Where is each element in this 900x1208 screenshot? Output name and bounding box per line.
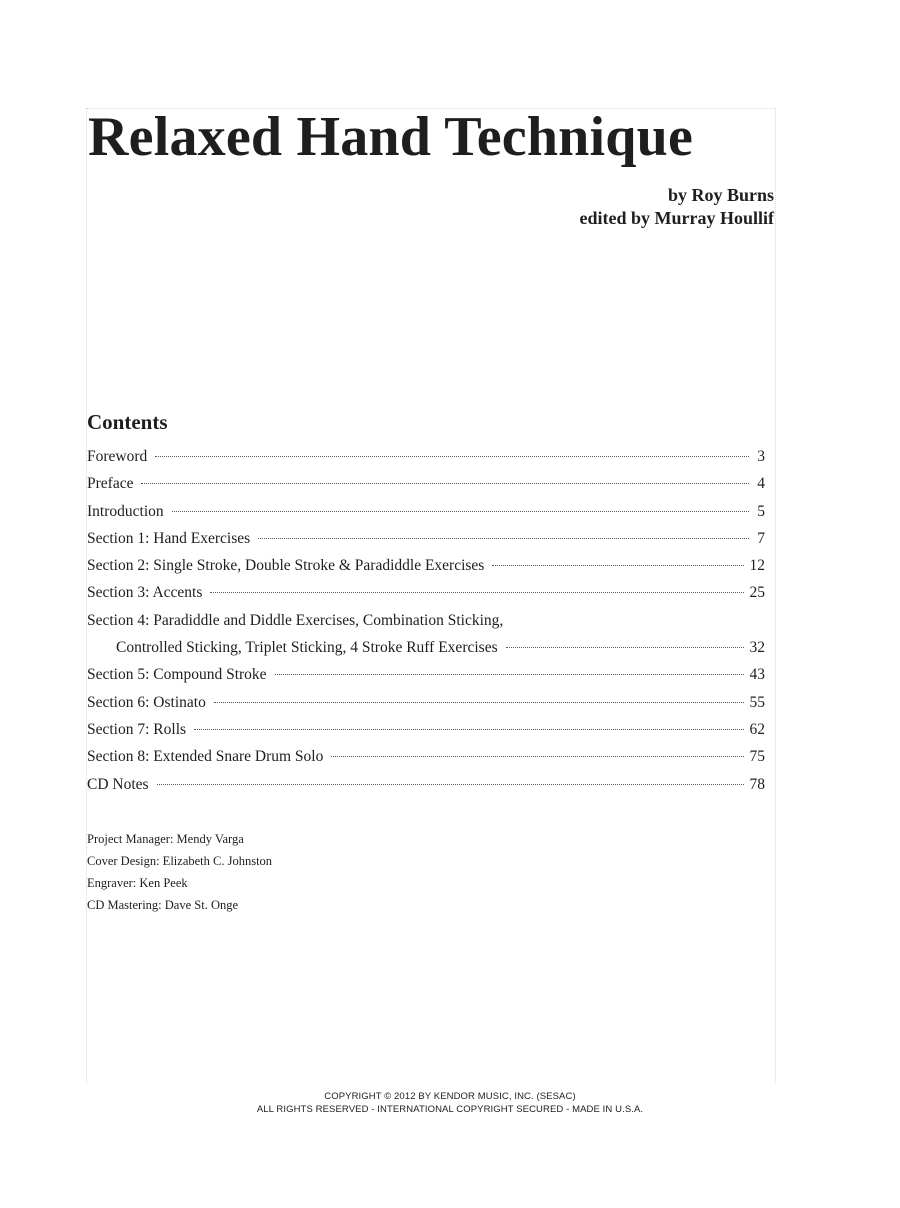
toc-entry-page: 25	[749, 584, 765, 602]
rights-line: ALL RIGHTS RESERVED - INTERNATIONAL COPYRIGHT SECURED - MADE IN U.S.A.	[256, 1104, 644, 1115]
dot-leader	[172, 511, 749, 512]
contents-heading: Contents	[87, 410, 168, 434]
toc-entry-label: Section 2: Single Stroke, Double Stroke & Paradiddle Exercises	[87, 557, 485, 575]
toc-entry-preface	[87, 475, 765, 502]
copyright-line: COPYRIGHT © 2012 BY KENDOR MUSIC, INC. (SESAC)	[324, 1091, 576, 1102]
toc-entry-page: 62	[749, 720, 765, 738]
credit-cd-mastering: CD Mastering: Dave St. Onge	[87, 898, 239, 912]
toc-entry-continuation: Controlled Sticking, Triplet Sticking, 4 Stroke Ruff Exercises	[116, 639, 498, 657]
toc-entry-section-2	[87, 557, 765, 584]
dot-leader	[258, 538, 749, 539]
toc-entry-label: Preface	[87, 475, 134, 493]
toc-entry-page: 55	[749, 693, 765, 711]
toc-entry-page: 78	[749, 775, 765, 793]
byline	[580, 184, 775, 230]
author-line: by Roy Burns	[667, 185, 774, 205]
dot-leader	[492, 565, 743, 566]
toc-entry-section-1	[87, 530, 765, 557]
toc-entry-page: 5	[757, 502, 765, 520]
editor-line: edited by Murray Houllif	[579, 208, 774, 228]
toc-entry-page: 43	[749, 666, 765, 684]
toc-entry-section-4-continued	[87, 639, 765, 666]
toc-entry-section-7	[87, 721, 765, 748]
dot-leader	[275, 674, 744, 675]
dot-leader	[155, 456, 749, 457]
page-title: Relaxed Hand Technique	[88, 106, 694, 168]
credit-engraver: Engraver: Ken Peek	[87, 876, 188, 890]
toc-entry-label: Foreword	[87, 448, 148, 465]
dot-leader	[214, 702, 744, 703]
toc-entry-page: 3	[757, 448, 765, 465]
toc-entry-page: 12	[749, 557, 765, 575]
dot-leader	[506, 647, 744, 648]
credit-cover-design: Cover Design: Elizabeth C. Johnston	[87, 854, 273, 868]
toc-entry-label: Section 6: Ostinato	[87, 693, 206, 711]
dot-leader	[194, 729, 743, 730]
copyright-notice	[0, 1090, 900, 1116]
table-of-contents	[87, 448, 765, 803]
toc-entry-label: Section 8: Extended Snare Drum Solo	[87, 748, 324, 766]
toc-entry-section-5	[87, 666, 765, 693]
toc-entry-section-8	[87, 748, 765, 775]
toc-entry-section-6	[87, 694, 765, 721]
credits	[87, 828, 272, 916]
dot-leader	[157, 784, 744, 785]
credit-project-manager: Project Manager: Mendy Varga	[87, 832, 244, 846]
dot-leader	[210, 592, 743, 593]
dot-leader	[331, 756, 743, 757]
toc-entry-label: Section 7: Rolls	[87, 720, 187, 738]
toc-entry-page: 7	[757, 529, 765, 547]
toc-entry-label: Section 3: Accents	[87, 584, 203, 602]
toc-entry-page: 75	[749, 748, 765, 766]
dot-leader	[141, 483, 749, 484]
toc-entry-label: Section 5: Compound Stroke	[87, 666, 267, 684]
toc-entry-section-4	[87, 612, 765, 639]
toc-entry-label: Introduction	[87, 502, 164, 520]
toc-entry-label: Section 1: Hand Exercises	[87, 529, 251, 547]
toc-entry-cd-notes	[87, 776, 765, 803]
toc-entry-section-3	[87, 584, 765, 611]
toc-entry-page: 32	[749, 639, 765, 657]
toc-entry-label: Section 4: Paradiddle and Diddle Exercises, Combination Sticking,	[87, 611, 504, 629]
toc-entry-foreword	[87, 448, 765, 475]
toc-entry-introduction	[87, 503, 765, 530]
toc-entry-label: CD Notes	[87, 775, 149, 793]
toc-entry-page: 4	[757, 475, 765, 493]
